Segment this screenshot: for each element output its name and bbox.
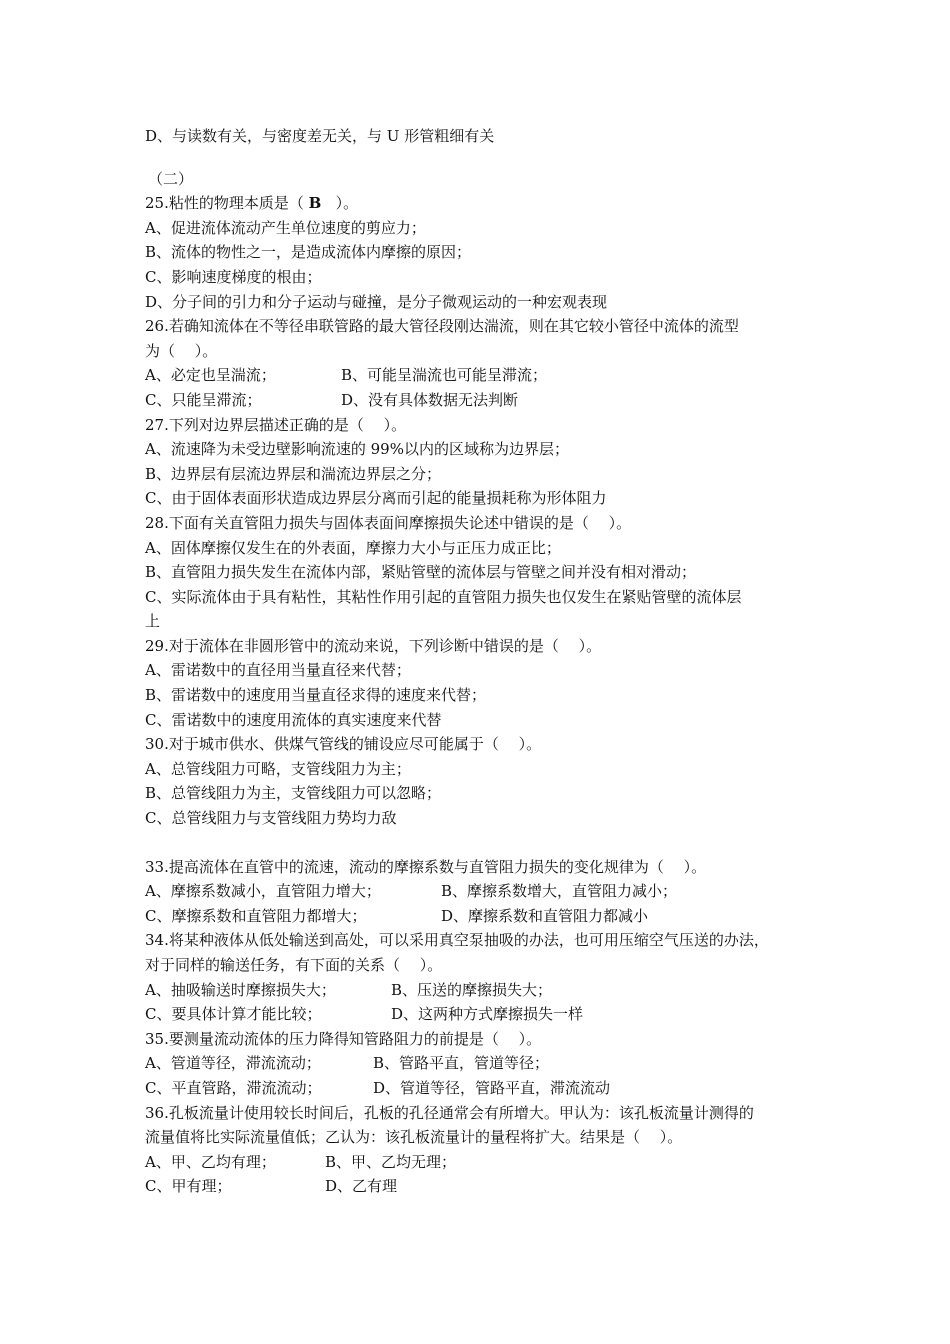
- option-line-cont: 上: [145, 612, 161, 631]
- question-27: 27.下列对边界层描述正确的是（ ）。: [145, 415, 407, 434]
- option-d: D、乙有理: [325, 1177, 398, 1196]
- option-c: C、只能呈滞流；: [145, 390, 262, 409]
- option-d: D、摩擦系数和直管阻力都减小: [441, 906, 649, 925]
- question-35: 35.要测量流动流体的压力降得知管路阻力的前提是（ ）。: [145, 1029, 542, 1048]
- option-line: D、分子间的引力和分子运动与碰撞，是分子微观运动的一种宏观表现: [145, 292, 608, 311]
- option-line: B、雷诺数中的速度用当量直径求得的速度来代替；: [145, 686, 487, 705]
- question-34: 34.将某种液体从低处输送到高处，可以采用真空泵抽吸的办法，也可用压缩空气压送的办法，: [145, 931, 769, 950]
- option-c: C、摩擦系数和直管阻力都增大；: [145, 906, 367, 925]
- option-line: B、流体的物性之一，是造成流体内摩擦的原因；: [145, 243, 472, 262]
- option-c: C、平直管路，滞流流动；: [145, 1078, 322, 1097]
- option-b: B、管路平直，管道等径；: [373, 1054, 550, 1073]
- question-36: 36.孔板流量计使用较长时间后，孔板的孔径通常会有所增大。甲认为：该孔板流量计测得的: [145, 1103, 754, 1122]
- question-25: [145, 191, 825, 216]
- option-a: A、摩擦系数减小，直管阻力增大；: [145, 882, 381, 901]
- option-row: [145, 1174, 825, 1199]
- option-a: A、必定也呈湍流；: [145, 366, 276, 385]
- option-line: A、总管线阻力可略，支管线阻力为主；: [145, 759, 411, 778]
- option-b: B、可能呈湍流也可能呈滞流；: [341, 366, 548, 385]
- option-line: C、实际流体由于具有粘性，其粘性作用引起的直管阻力损失也仅发生在紧贴管壁的流体层: [145, 587, 742, 606]
- option-line: C、影响速度梯度的根由；: [145, 267, 322, 286]
- question-text: ）。: [335, 194, 359, 213]
- option-a: A、管道等径，滞流流动；: [145, 1054, 321, 1073]
- option-c: C、甲有理；: [145, 1177, 232, 1196]
- section-heading: （二）: [148, 169, 194, 188]
- option-line: B、总管线阻力为主，支管线阻力可以忽略；: [145, 784, 442, 803]
- option-line: A、固体摩擦仅发生在的外表面，摩擦力大小与正压力成正比；: [145, 538, 561, 557]
- option-line: A、流速降为未受边壁影响流速的 99%以内的区域称为边界层；: [145, 440, 569, 459]
- option-row: [145, 1002, 825, 1027]
- option-c: C、要具体计算才能比较；: [145, 1005, 322, 1024]
- option-b: B、摩擦系数增大，直管阻力减小；: [441, 882, 678, 901]
- question-36-cont: 流量值将比实际流量值低；乙认为：该孔板流量计的量程将扩大。结果是（ ）。: [145, 1128, 683, 1147]
- answer-mark: B: [308, 194, 322, 213]
- option-row: [145, 1076, 825, 1101]
- option-a: A、抽吸输送时摩擦损失大；: [145, 980, 336, 999]
- question-29: 29.对于流体在非圆形管中的流动来说，下列诊断中错误的是（ ）。: [145, 636, 602, 655]
- option-d: D、没有具体数据无法判断: [341, 390, 519, 409]
- question-26-cont: 为（ ）。: [145, 341, 218, 360]
- option-line: B、直管阻力损失发生在流体内部，紧贴管壁的流体层与管壁之间并没有相对滑动；: [145, 563, 697, 582]
- option-line: C、总管线阻力与支管线阻力势均力敌: [145, 809, 397, 828]
- option-line: A、促进流体流动产生单位速度的剪应力；: [145, 218, 426, 237]
- option-row: [145, 1150, 825, 1175]
- option-row: [145, 363, 825, 388]
- option-row: [145, 978, 825, 1003]
- option-row: [145, 1051, 825, 1076]
- spacer: [145, 831, 825, 855]
- option-row: [145, 879, 825, 904]
- question-34-cont: 对于同样的输送任务，有下面的关系（ ）。: [145, 956, 443, 974]
- option-b: B、压送的摩擦损失大；: [391, 980, 553, 999]
- question-26: 26.若确知流体在不等径串联管路的最大管径段刚达湍流，则在其它较小管径中流体的流型: [145, 317, 739, 336]
- option-line: C、雷诺数中的速度用流体的真实速度来代替: [145, 710, 442, 729]
- question-text: 25.粘性的物理本质是（: [145, 194, 304, 213]
- option-line: D、与读数有关，与密度差无关，与 U 形管粗细有关: [145, 127, 495, 145]
- option-line: B、边界层有层流边界层和湍流边界层之分；: [145, 464, 442, 483]
- question-33: 33.提高流体在直管中的流速，流动的摩擦系数与直管阻力损失的变化规律为（ ）。: [145, 857, 707, 876]
- option-line: A、雷诺数中的直径用当量直径来代替；: [145, 661, 411, 680]
- option-a: A、甲、乙均有理；: [145, 1152, 276, 1171]
- option-line: C、由于固体表面形状造成边界层分离而引起的能量损耗称为形体阻力: [145, 489, 607, 508]
- option-row: [145, 904, 825, 929]
- question-28: 28.下面有关直管阻力损失与固体表面间摩擦损失论述中错误的是（ ）。: [145, 513, 632, 532]
- option-d: D、管道等径，管路平直，滞流流动: [373, 1078, 611, 1097]
- question-30: 30.对于城市供水、供煤气管线的铺设应尽可能属于（ ）。: [145, 735, 542, 754]
- spacer: [145, 149, 825, 167]
- document-page: [145, 124, 825, 1199]
- option-d: D、这两种方式摩擦损失一样: [391, 1005, 584, 1024]
- option-row: [145, 388, 825, 413]
- option-b: B、甲、乙均无理；: [325, 1152, 457, 1171]
